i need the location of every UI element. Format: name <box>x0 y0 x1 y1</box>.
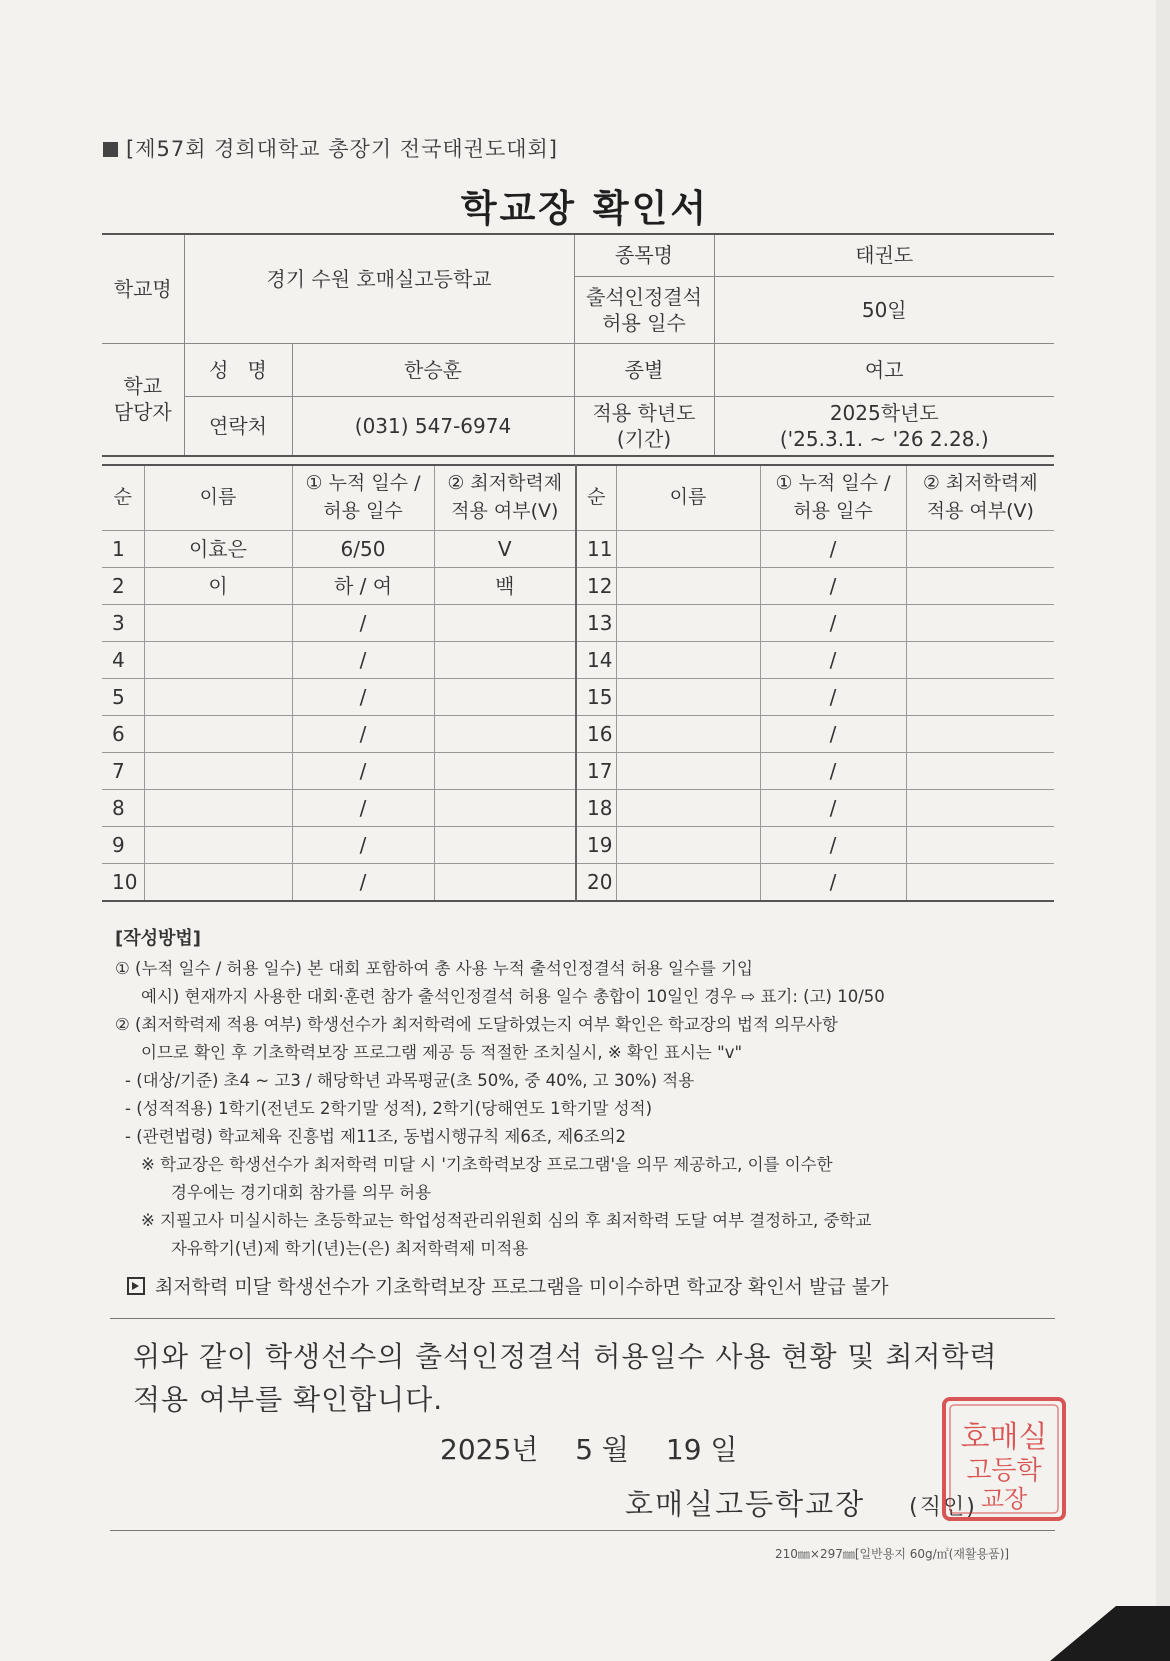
competition-text: [제57회 경희대학교 총장기 전국태권도대회] <box>126 137 558 161</box>
row-min-right <box>906 605 1054 642</box>
row-name <box>144 827 292 864</box>
row-no: 3 <box>102 605 144 642</box>
instruction-final-text: 최저학력 미달 학생선수가 기초학력보장 프로그램을 미이수하면 학교장 확인서 발급 불가 <box>155 1276 889 1298</box>
signer-title: 호매실고등학교장 <box>625 1487 866 1521</box>
row-name-right <box>616 531 760 568</box>
row-name-right <box>616 679 760 716</box>
instruction-line: 자유학기(년)제 학기(년)는(은) 최저학력제 미적용 <box>171 1239 529 1258</box>
row-no-right: 17 <box>576 753 616 790</box>
school-info-table <box>102 233 1054 457</box>
row-name <box>144 753 292 790</box>
competition-name <box>103 133 558 163</box>
instruction-line: 예시) 현재까지 사용한 대회·훈련 참가 출석인정결석 허용 일수 총합이 10일인 경우 ⇨ 표기: (고) 10/50 <box>141 987 885 1006</box>
header-name-right: 이름 <box>616 465 760 531</box>
closing-line-2: 적용 여부를 확인합니다. <box>133 1383 444 1416</box>
date-month: 5 월 <box>575 1433 629 1466</box>
table-row <box>102 642 1054 679</box>
row-days-right: / <box>760 605 906 642</box>
division-label: 종별 <box>574 343 714 396</box>
instructions-heading: [작성방법] <box>115 928 202 949</box>
row-min: V <box>434 531 576 568</box>
row-days-right: / <box>760 790 906 827</box>
header-name: 이름 <box>144 465 292 531</box>
page-corner-shadow <box>1050 1606 1170 1661</box>
row-min-right <box>906 790 1054 827</box>
year-label: 적용 학년도 (기간) <box>574 396 714 456</box>
school-name-value: 경기 수원 호매실고등학교 <box>184 234 574 343</box>
square-bullet-icon <box>103 142 118 157</box>
header-days: ① 누적 일수 / 허용 일수 <box>292 465 434 531</box>
row-no-right: 16 <box>576 716 616 753</box>
instruction-line: ② (최저학력제 적용 여부) 학생선수가 최저학력에 도달하였는지 여부 확인은 학교장의 법적 의무사항 <box>115 1015 838 1034</box>
row-no: 5 <box>102 679 144 716</box>
row-days-right: / <box>760 864 906 902</box>
row-min-right <box>906 679 1054 716</box>
row-min <box>434 827 576 864</box>
allowed-days-value: 50일 <box>714 276 1054 343</box>
row-name-right <box>616 790 760 827</box>
arrow-box-icon <box>127 1277 145 1295</box>
row-days-right: / <box>760 753 906 790</box>
row-days-right: / <box>760 642 906 679</box>
date-year: 2025년 <box>440 1433 539 1466</box>
row-name-right <box>616 568 760 605</box>
row-days: 하 / 여 <box>292 568 434 605</box>
closing-line-1: 위와 같이 학생선수의 출석인정결석 허용일수 사용 현황 및 최저학력 <box>133 1340 998 1373</box>
paper-edge <box>1156 0 1170 1661</box>
row-name-right <box>616 605 760 642</box>
official-seal <box>940 1395 1068 1523</box>
header-min-academic: ② 최저학력제 적용 여부(V) <box>434 465 576 531</box>
issue-date <box>440 1428 765 1468</box>
contact-value: (031) 547-6974 <box>292 396 574 456</box>
table-row <box>102 790 1054 827</box>
row-min <box>434 753 576 790</box>
instruction-final <box>115 1273 1055 1301</box>
seal-mark: (직인) <box>909 1495 977 1520</box>
manager-name-value: 한승훈 <box>292 343 574 396</box>
row-days: / <box>292 679 434 716</box>
row-days: / <box>292 827 434 864</box>
contact-label: 연락처 <box>184 396 292 456</box>
row-days-right: / <box>760 531 906 568</box>
row-no-right: 12 <box>576 568 616 605</box>
row-no-right: 14 <box>576 642 616 679</box>
row-name <box>144 642 292 679</box>
closing-statement <box>133 1335 998 1421</box>
footer-divider <box>110 1530 1055 1531</box>
allowed-days-label: 출석인정결석 허용 일수 <box>574 276 714 343</box>
header-days-right: ① 누적 일수 / 허용 일수 <box>760 465 906 531</box>
instruction-line: 이므로 확인 후 기초학력보장 프로그램 제공 등 적절한 조치실시, ※ 확인 표시는 "v" <box>141 1043 743 1062</box>
row-min: 백 <box>434 568 576 605</box>
seal-line-1: 호매실 <box>960 1420 1048 1455</box>
instruction-line: - (관련법령) 학교체육 진흥법 제11조, 동법시행규칙 제6조, 제6조의2 <box>125 1127 627 1146</box>
row-no: 9 <box>102 827 144 864</box>
row-no-right: 18 <box>576 790 616 827</box>
athlete-table <box>102 464 1054 902</box>
row-min-right <box>906 716 1054 753</box>
row-no: 4 <box>102 642 144 679</box>
instruction-line: ※ 학교장은 학생선수가 최저학력 미달 시 '기초학력보장 프로그램'을 의무 제공하고, 이를 이수한 <box>141 1155 833 1174</box>
seal-line-3: 교장 <box>980 1485 1028 1513</box>
row-min <box>434 864 576 902</box>
row-min-right <box>906 642 1054 679</box>
instructions <box>115 925 1055 1301</box>
division-value: 여고 <box>714 343 1054 396</box>
manager-name-label: 성 명 <box>184 343 292 396</box>
signer <box>625 1482 977 1523</box>
row-min-right <box>906 827 1054 864</box>
instruction-line: ※ 지필고사 미실시하는 초등학교는 학업성적관리위원회 심의 후 최저학력 도달 여부 결정하고, 중학교 <box>141 1211 872 1230</box>
row-no-right: 19 <box>576 827 616 864</box>
row-name-right <box>616 716 760 753</box>
row-no: 1 <box>102 531 144 568</box>
table-row <box>102 864 1054 902</box>
instruction-line: - (성적적용) 1학기(전년도 2학기말 성적), 2학기(당해연도 1학기말 성적) <box>125 1099 653 1118</box>
row-days: / <box>292 753 434 790</box>
row-min-right <box>906 568 1054 605</box>
document-title: 학교장 확인서 <box>460 187 710 230</box>
row-days-right: / <box>760 568 906 605</box>
event-value: 태권도 <box>714 234 1054 276</box>
row-min-right <box>906 531 1054 568</box>
paper-spec-note: 210㎜×297㎜[일반용지 60g/㎡(재활용품)] <box>775 1547 1010 1561</box>
row-days: / <box>292 716 434 753</box>
row-no-right: 13 <box>576 605 616 642</box>
row-no: 7 <box>102 753 144 790</box>
row-days: / <box>292 864 434 902</box>
row-days: / <box>292 605 434 642</box>
row-days-right: / <box>760 679 906 716</box>
row-min <box>434 716 576 753</box>
table-row <box>102 531 1054 568</box>
row-min-right <box>906 864 1054 902</box>
row-no: 6 <box>102 716 144 753</box>
header-no: 순 <box>102 465 144 531</box>
row-no-right: 11 <box>576 531 616 568</box>
instruction-line: - (대상/기준) 초4 ~ 고3 / 해당학년 과목평균(초 50%, 중 40%, 고 30%) 적용 <box>125 1071 695 1090</box>
table-row <box>102 679 1054 716</box>
row-days: 6/50 <box>292 531 434 568</box>
row-min-right <box>906 753 1054 790</box>
row-name-right <box>616 642 760 679</box>
event-label: 종목명 <box>574 234 714 276</box>
row-name-right <box>616 864 760 902</box>
row-no: 2 <box>102 568 144 605</box>
table-row <box>102 827 1054 864</box>
row-name-right <box>616 753 760 790</box>
row-min <box>434 790 576 827</box>
seal-line-2: 고등학 <box>966 1456 1042 1486</box>
header-no-right: 순 <box>576 465 616 531</box>
row-no-right: 20 <box>576 864 616 902</box>
manager-label: 학교 담당자 <box>102 343 184 456</box>
table-row <box>102 605 1054 642</box>
row-no-right: 15 <box>576 679 616 716</box>
row-name-right <box>616 827 760 864</box>
row-name <box>144 679 292 716</box>
row-days: / <box>292 790 434 827</box>
row-no: 10 <box>102 864 144 902</box>
instruction-line: 경우에는 경기대회 참가를 의무 허용 <box>171 1183 432 1202</box>
school-name-label: 학교명 <box>102 234 184 343</box>
row-no: 8 <box>102 790 144 827</box>
table-row <box>102 568 1054 605</box>
row-days-right: / <box>760 716 906 753</box>
table-row <box>102 753 1054 790</box>
row-name: 이효은 <box>144 531 292 568</box>
row-name <box>144 605 292 642</box>
row-days-right: / <box>760 827 906 864</box>
row-name <box>144 716 292 753</box>
row-name <box>144 864 292 902</box>
year-value: 2025학년도 ('25.3.1. ~ '26 2.28.) <box>714 396 1054 456</box>
table-row <box>102 716 1054 753</box>
row-days: / <box>292 642 434 679</box>
instruction-line: ① (누적 일수 / 허용 일수) 본 대회 포함하여 총 사용 누적 출석인정결석 허용 일수를 기입 <box>115 959 753 978</box>
row-name: 이 <box>144 568 292 605</box>
row-min <box>434 679 576 716</box>
row-name <box>144 790 292 827</box>
row-min <box>434 642 576 679</box>
row-min <box>434 605 576 642</box>
divider <box>110 1318 1055 1319</box>
date-day: 19 일 <box>665 1433 738 1466</box>
header-min-academic-right: ② 최저학력제 적용 여부(V) <box>906 465 1054 531</box>
